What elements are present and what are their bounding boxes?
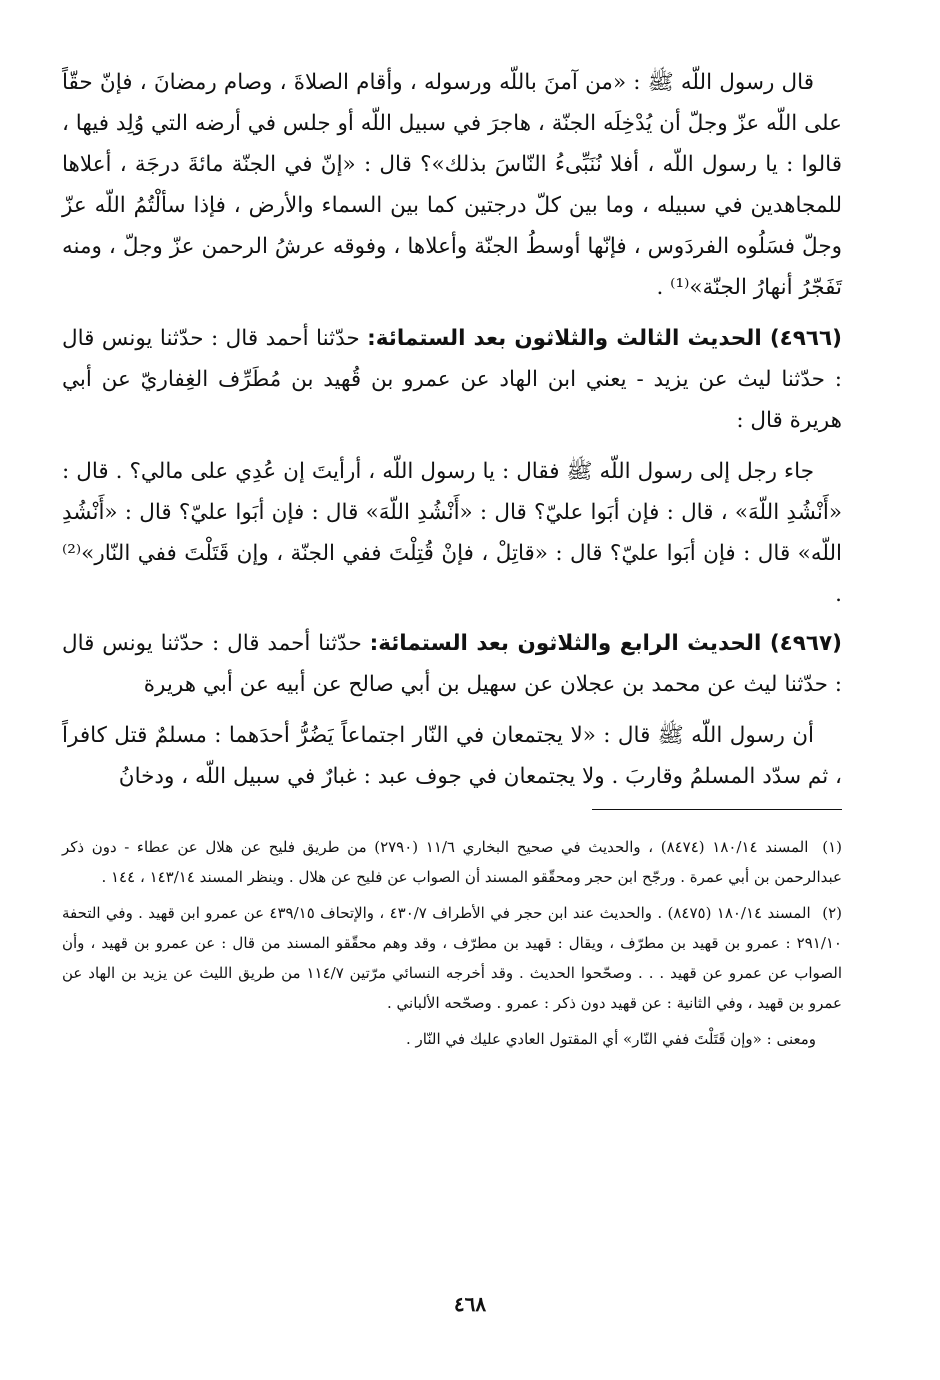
footnote-2-text: المسند ١٨٠/١٤ (٨٤٧٥) . والحديث عند ابن حجر في الأطراف ٤٣٠/٧ ، والإتحاف ٤٣٩/١٥ عن عمرو ابن قهيد . وفي التحفة ٢٩١/١٠ : عمرو بن قهيد بن مطرّف ، ويقال : قهيد بن مطرّف ، وقد وهم محقّقو المسند من قال : عن عمرو بن قهيد ، وأن الصواب عن عمرو عن قهيد . . . وصحّحوا الحديث . وقد أخرجه النسائي مرّتين ١١٤/٧ من طريق الليث عن يزيد بن الهاد عن عمرو بن قهيد ، وفي الثانية : عن قهيد دون ذكر : عمرو . وصحّحه الألباني . <box>62 904 842 1012</box>
footnote-1 <box>62 832 842 892</box>
footnote-2-extra: ومعنى : «وإن قَتَلْتَ ففي النّار» أي المقتول العادي عليك في النّار . <box>406 1030 816 1048</box>
hadith-4967-heading: (٤٩٦٧) الحديث الرابع والثلاثون بعد الستمائة: <box>369 631 842 656</box>
hadith-4966-matn: جاء رجل إلى رسول اللّه ﷺ فقال : يا رسول اللّه ، أرأيتَ إن عُدِي على مالي؟ . قال : «أَنْشُدِ اللّهَ» ، قال : فإن أبَوا عليّ؟ قال : «أَنْشُدِ اللّهَ» قال : فإن أبَوا عليّ؟ قال : «أَنْشُدِ اللّه» قال : فإن أبَوا عليّ؟ قال : «قاتِلْ ، فإنْ قُتِلْتَ ففي الجنّة ، وإن قَتَلْتَ ففي النّار»⁽²⁾ . <box>62 459 842 607</box>
hadith-4966-heading: (٤٩٦٦) الحديث الثالث والثلاثون بعد الستمائة: <box>367 326 842 351</box>
paragraph-hadith-intro: قال رسول اللّه ﷺ : «من آمنَ باللّه ورسوله ، وأقام الصلاةَ ، وصام رمضانَ ، فإنّ حقّاً على اللّه عزّ وجلّ أن يُدْخِلَه الجنّة ، هاجرَ في سبيل اللّه أو جلس في أرضه التي وُلِد فيها ، قالوا : يا رسول اللّه ، أفلا نُنَبِّىءُ النّاسَ بذلك»؟ قال : «إنّ في الجنّة مائةَ درجَة ، أعلاها للمجاهدين في سبيله ، وما بين كلّ درجتين كما بين السماء والأرض ، فإذا سألْتُمُ اللّه عزّ وجلّ فسَلُوه الفردَوس ، فإنّها أوسطُ الجنّة وأعلاها ، وفوقه عرشُ الرحمن عزّ وجلّ ، ومنه تَفَجّرُ أنهارُ الجنّة»⁽¹⁾ . <box>62 70 842 300</box>
footnote-divider <box>592 809 842 810</box>
footnote-2-marker: (٢) <box>822 904 842 922</box>
hadith-4967-matn: أن رسول اللّه ﷺ قال : «لا يجتمعان في النّار اجتماعاً يَضُرُّ أحدَهما : مسلمٌ قتل كافراً ، ثم سدّد المسلمُ وقاربَ . ولا يجتمعان في جوف عبد : غبارٌ في سبيل اللّه ، ودخانُ <box>62 723 842 789</box>
hadith-4967-isnad: حدّثنا أحمد قال : حدّثنا يونس قال : حدّثنا ليث عن محمد بن عجلان عن سهيل بن أبي صالح عن أبيه عن أبي هريرة <box>62 631 842 697</box>
footnote-1-marker: (١) <box>822 838 843 856</box>
footnotes <box>62 832 842 1054</box>
footnote-2 <box>62 898 842 1018</box>
footnote-1-text: المسند ١٨٠/١٤ (٨٤٧٤) ، والحديث في صحيح البخاري ١١/٦ (٢٧٩٠) من طريق فليح عن هلال عن عطاء - دون ذكر عبدالرحمن بن أبي عمرة . ورجّح ابن حجر ومحقّقو المسند أن الصواب عن فليح عن هلال . وينظر المسند ١٤٣/١٤ ، ١٤٤ . <box>62 838 842 886</box>
hadith-4966-isnad: حدّثنا أحمد قال : حدّثنا يونس قال : حدّثنا ليث عن يزيد - يعني ابن الهاد عن عمرو بن قُهيد بن مُطَرِّف الغِفاريّ عن أبي هريرة قال : <box>62 326 842 433</box>
page-number: ٤٦٨ <box>453 1292 487 1316</box>
page-content <box>62 62 842 1054</box>
hadith-4967-header <box>62 623 842 705</box>
hadith-4966-header <box>62 318 842 441</box>
